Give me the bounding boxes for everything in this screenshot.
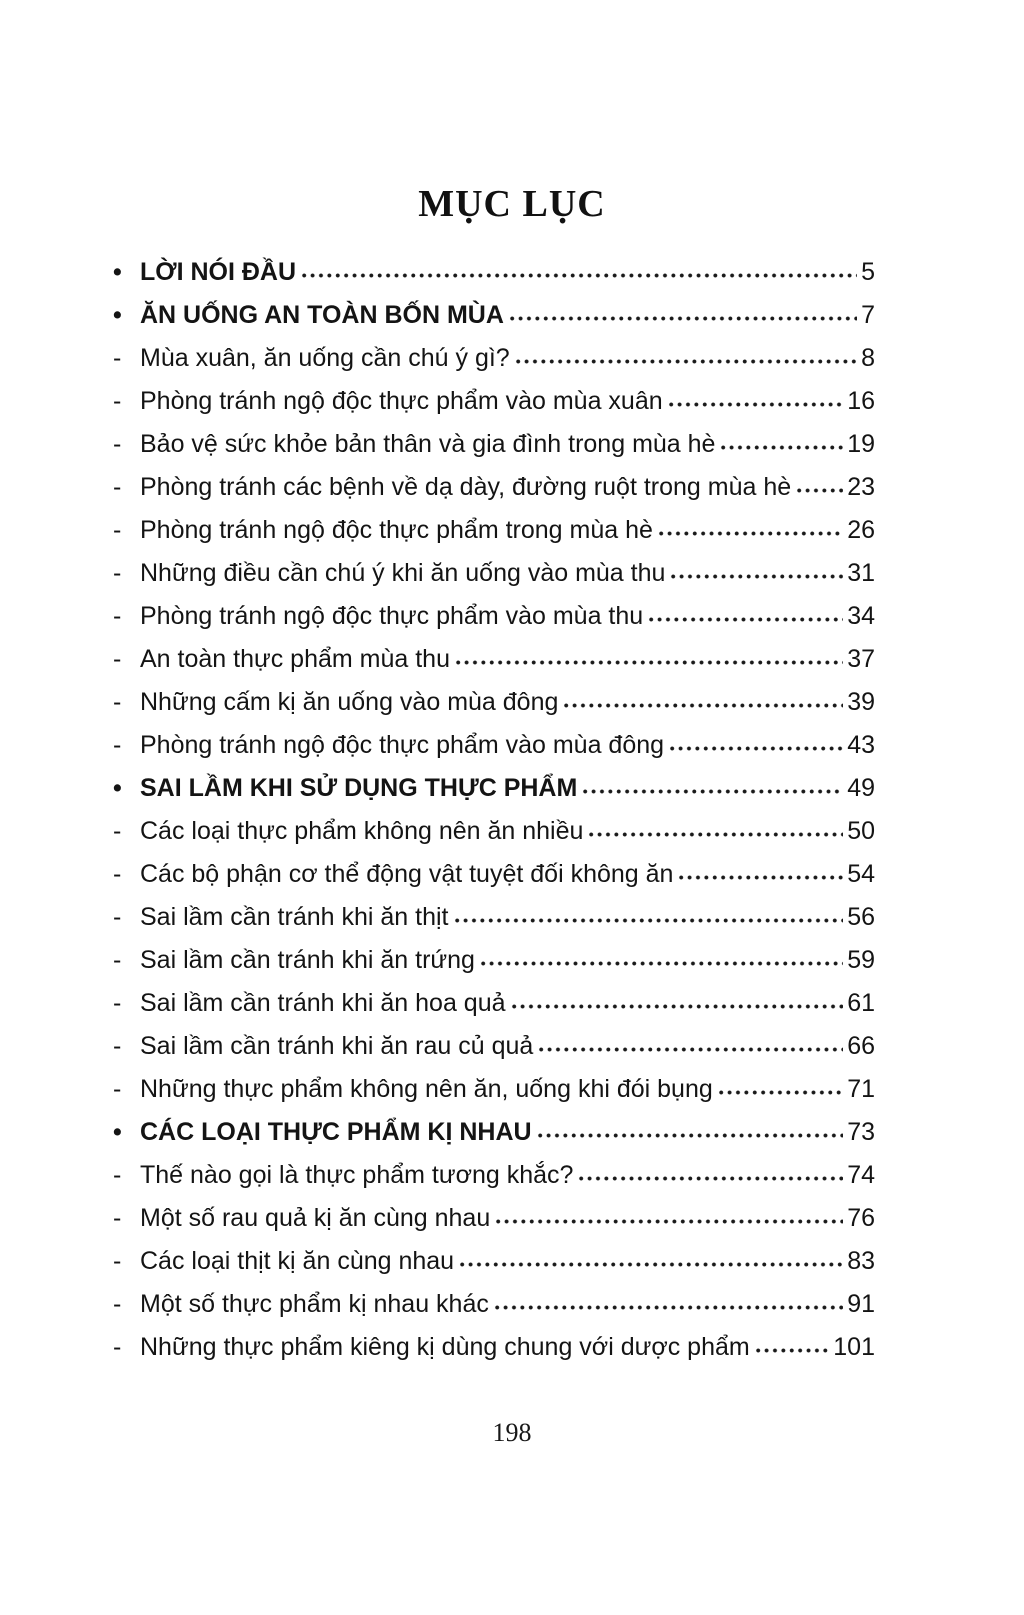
toc-entry-label: Phòng tránh ngộ độc thực phẩm trong mùa hè bbox=[140, 516, 653, 544]
toc-entry-page-number: 56 bbox=[847, 903, 875, 931]
toc-entry bbox=[113, 595, 875, 638]
toc-dot-leader bbox=[494, 1217, 843, 1226]
toc-entry-marker: • bbox=[113, 258, 122, 286]
toc-entry-label: Mùa xuân, ăn uống cần chú ý gì? bbox=[140, 344, 510, 372]
toc-entry-page-number: 8 bbox=[861, 344, 875, 372]
toc-dot-leader bbox=[669, 572, 843, 581]
toc-entry-page-number: 73 bbox=[847, 1118, 875, 1146]
toc-entry-marker: - bbox=[113, 645, 122, 673]
toc-entry-marker: - bbox=[113, 817, 122, 845]
toc-entry-label: Phòng tránh ngộ độc thực phẩm vào mùa đông bbox=[140, 731, 665, 759]
toc-entry-page-number: 43 bbox=[847, 731, 875, 759]
toc-entry-page-number: 83 bbox=[847, 1247, 875, 1275]
toc-entry-marker: - bbox=[113, 1075, 122, 1103]
toc-entry-label: Một số thực phẩm kị nhau khác bbox=[140, 1290, 489, 1318]
toc-entry-label: Phòng tránh ngộ độc thực phẩm vào mùa thu bbox=[140, 602, 644, 630]
toc-entry-marker: - bbox=[113, 387, 122, 415]
toc-dot-leader bbox=[458, 1260, 843, 1269]
toc-entry-marker: • bbox=[113, 1118, 122, 1146]
toc-entry-label: CÁC LOẠI THỰC PHẨM KỊ NHAU bbox=[140, 1118, 532, 1146]
toc-entry bbox=[113, 1240, 875, 1283]
toc-entry-page-number: 23 bbox=[847, 473, 875, 501]
toc-entry-marker: - bbox=[113, 903, 122, 931]
toc-dot-leader bbox=[668, 744, 843, 753]
toc-entry-page-number: 39 bbox=[847, 688, 875, 716]
toc-entry-marker: - bbox=[113, 989, 122, 1017]
toc-entry-marker: - bbox=[113, 559, 122, 587]
toc-dot-leader bbox=[719, 443, 843, 452]
toc-entry-marker: - bbox=[113, 1247, 122, 1275]
toc-entry-page-number: 59 bbox=[847, 946, 875, 974]
toc-entry-marker: • bbox=[113, 774, 122, 802]
toc-entry-page-number: 50 bbox=[847, 817, 875, 845]
toc-dot-leader bbox=[717, 1088, 843, 1097]
toc-entry-marker: - bbox=[113, 946, 122, 974]
toc-entry-page-number: 74 bbox=[847, 1161, 875, 1189]
toc-entry-page-number: 101 bbox=[833, 1333, 875, 1361]
toc-entry bbox=[113, 853, 875, 896]
table-of-contents bbox=[113, 251, 875, 1369]
toc-entry-page-number: 76 bbox=[847, 1204, 875, 1232]
toc-entry bbox=[113, 1068, 875, 1111]
toc-entry-page-number: 66 bbox=[847, 1032, 875, 1060]
toc-entry-marker: - bbox=[113, 1161, 122, 1189]
toc-dot-leader bbox=[479, 959, 843, 968]
toc-entry bbox=[113, 1283, 875, 1326]
toc-entry-label: Bảo vệ sức khỏe bản thân và gia đình trong mùa hè bbox=[140, 430, 716, 458]
toc-entry-label: Các loại thực phẩm không nên ăn nhiều bbox=[140, 817, 584, 845]
toc-entry-marker: - bbox=[113, 688, 122, 716]
toc-dot-leader bbox=[454, 658, 843, 667]
toc-entry-marker: - bbox=[113, 430, 122, 458]
toc-dot-leader bbox=[510, 1002, 844, 1011]
toc-dot-leader bbox=[536, 1131, 844, 1140]
folio-page-number: 198 bbox=[492, 1418, 532, 1447]
toc-entry-marker: - bbox=[113, 602, 122, 630]
toc-dot-leader bbox=[667, 400, 844, 409]
toc-entry bbox=[113, 724, 875, 767]
toc-entry-marker: • bbox=[113, 301, 122, 329]
toc-entry-page-number: 26 bbox=[847, 516, 875, 544]
toc-dot-leader bbox=[537, 1045, 843, 1054]
toc-entry-page-number: 7 bbox=[861, 301, 875, 329]
toc-entry bbox=[113, 423, 875, 466]
toc-entry-page-number: 91 bbox=[847, 1290, 875, 1318]
toc-entry-label: Sai lầm cần tránh khi ăn hoa quả bbox=[140, 989, 506, 1017]
toc-entry bbox=[113, 337, 875, 380]
toc-entry-label: Sai lầm cần tránh khi ăn trứng bbox=[140, 946, 475, 974]
toc-entry bbox=[113, 1197, 875, 1240]
toc-entry-label: An toàn thực phẩm mùa thu bbox=[140, 645, 450, 673]
toc-entry-label: Những thực phẩm kiêng kị dùng chung với dược phẩm bbox=[140, 1333, 750, 1361]
toc-dot-leader bbox=[453, 916, 844, 925]
toc-dot-leader bbox=[754, 1346, 830, 1355]
toc-entry-label: SAI LẦM KHI SỬ DỤNG THỰC PHẨM bbox=[140, 774, 578, 802]
toc-entry-page-number: 49 bbox=[847, 774, 875, 802]
toc-entry-marker: - bbox=[113, 344, 122, 372]
toc-dot-leader bbox=[508, 314, 857, 323]
toc-entry bbox=[113, 939, 875, 982]
toc-dot-leader bbox=[581, 787, 843, 796]
toc-entry bbox=[113, 1326, 875, 1369]
toc-entry-marker: - bbox=[113, 860, 122, 888]
toc-entry-label: Các loại thịt kị ăn cùng nhau bbox=[140, 1247, 455, 1275]
toc-entry bbox=[113, 552, 875, 595]
toc-entry-label: Sai lầm cần tránh khi ăn rau củ quả bbox=[140, 1032, 534, 1060]
toc-entry-label: Phòng tránh ngộ độc thực phẩm vào mùa xuân bbox=[140, 387, 663, 415]
toc-entry-page-number: 54 bbox=[847, 860, 875, 888]
toc-entry-marker: - bbox=[113, 1032, 122, 1060]
toc-entry-page-number: 16 bbox=[847, 387, 875, 415]
toc-entry-label: LỜI NÓI ĐẦU bbox=[140, 258, 297, 286]
toc-entry-label: Phòng tránh các bệnh về dạ dày, đường ruột trong mùa hè bbox=[140, 473, 792, 501]
toc-entry bbox=[113, 982, 875, 1025]
toc-entry bbox=[113, 1154, 875, 1197]
toc-entry bbox=[113, 810, 875, 853]
toc-entry bbox=[113, 509, 875, 552]
toc-dot-leader bbox=[647, 615, 843, 624]
toc-entry-label: Sai lầm cần tránh khi ăn thịt bbox=[140, 903, 449, 931]
toc-entry bbox=[113, 380, 875, 423]
toc-entry-page-number: 19 bbox=[847, 430, 875, 458]
toc-dot-leader bbox=[562, 701, 843, 710]
page-title: MỤC LỤC bbox=[418, 183, 606, 225]
toc-dot-leader bbox=[300, 271, 857, 280]
toc-entry-marker: - bbox=[113, 1333, 122, 1361]
toc-dot-leader bbox=[514, 357, 857, 366]
toc-dot-leader bbox=[657, 529, 843, 538]
toc-entry bbox=[113, 1111, 875, 1154]
toc-entry-page-number: 34 bbox=[847, 602, 875, 630]
toc-entry-marker: - bbox=[113, 1204, 122, 1232]
toc-entry-label: Thế nào gọi là thực phẩm tương khắc? bbox=[140, 1161, 574, 1189]
toc-entry-page-number: 71 bbox=[847, 1075, 875, 1103]
toc-entry-label: Những điều cần chú ý khi ăn uống vào mùa thu bbox=[140, 559, 666, 587]
toc-entry bbox=[113, 681, 875, 724]
toc-entry-marker: - bbox=[113, 1290, 122, 1318]
toc-dot-leader bbox=[587, 830, 843, 839]
toc-entry bbox=[113, 638, 875, 681]
toc-entry-label: Các bộ phận cơ thể động vật tuyệt đối không ăn bbox=[140, 860, 674, 888]
toc-entry-page-number: 37 bbox=[847, 645, 875, 673]
toc-entry-marker: - bbox=[113, 516, 122, 544]
toc-entry bbox=[113, 896, 875, 939]
toc-entry bbox=[113, 1025, 875, 1068]
toc-entry-label: ĂN UỐNG AN TOÀN BỐN MÙA bbox=[140, 301, 504, 329]
toc-entry-page-number: 31 bbox=[847, 559, 875, 587]
toc-entry bbox=[113, 767, 875, 810]
toc-entry-label: Một số rau quả kị ăn cùng nhau bbox=[140, 1204, 491, 1232]
toc-entry-label: Những thực phẩm không nên ăn, uống khi đói bụng bbox=[140, 1075, 713, 1103]
toc-dot-leader bbox=[677, 873, 843, 882]
toc-entry-label: Những cấm kị ăn uống vào mùa đông bbox=[140, 688, 559, 716]
toc-entry bbox=[113, 251, 875, 294]
toc-entry-page-number: 61 bbox=[847, 989, 875, 1017]
toc-entry-page-number: 5 bbox=[861, 258, 875, 286]
toc-entry bbox=[113, 466, 875, 509]
toc-dot-leader bbox=[795, 486, 843, 495]
toc-entry-marker: - bbox=[113, 473, 122, 501]
toc-dot-leader bbox=[493, 1303, 843, 1312]
toc-dot-leader bbox=[577, 1174, 843, 1183]
toc-entry bbox=[113, 294, 875, 337]
toc-entry-marker: - bbox=[113, 731, 122, 759]
